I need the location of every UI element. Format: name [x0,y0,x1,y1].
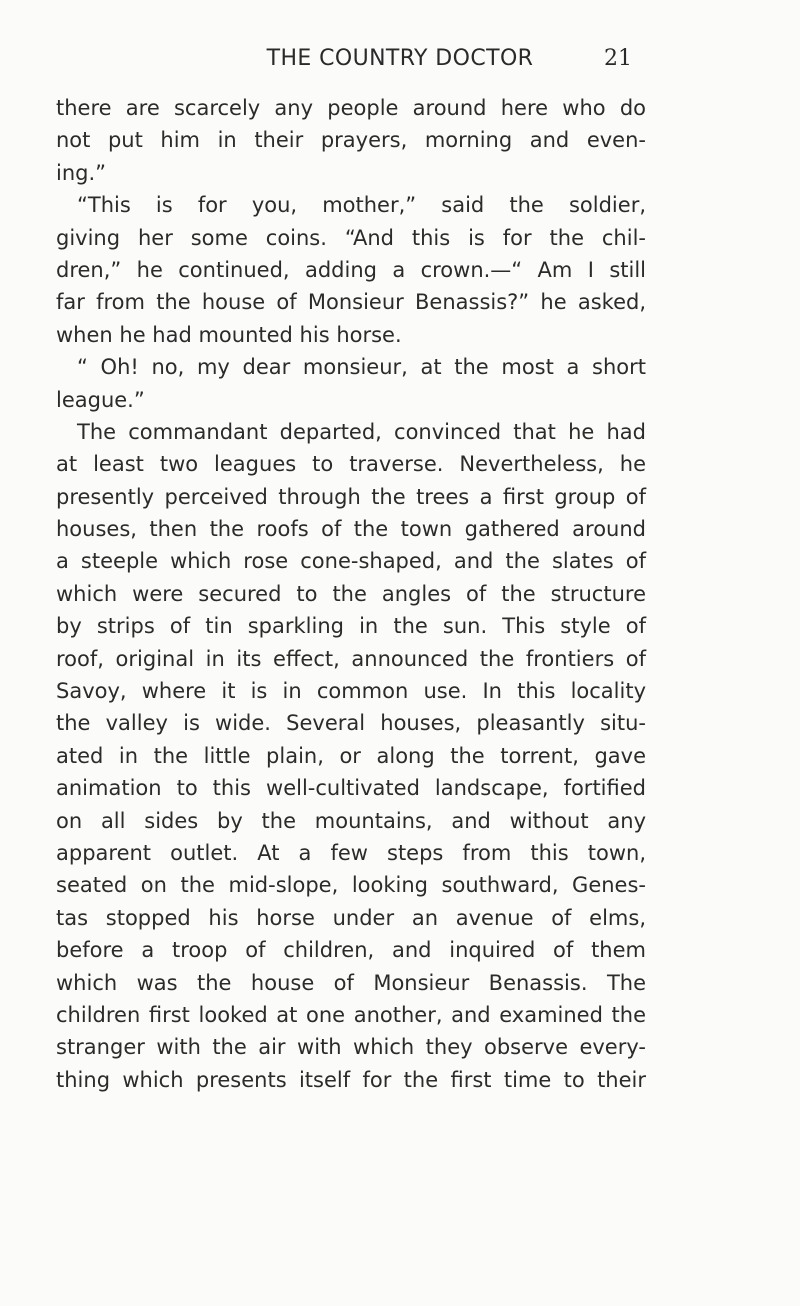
text-line: presently perceived through the trees a first group of [56,484,646,509]
text-line: which were secured to the angles of the structure [56,581,646,606]
text-line: children first looked at one another, and examined the [56,1002,646,1027]
text-line: The commandant departed, convinced that he had [77,419,646,444]
body-text [56,92,646,1096]
text-line: a steeple which rose cone-shaped, and the slates of [56,549,646,574]
text-line: animation to this well-cultivated landscape, fortified [56,776,646,801]
text-line: ing.” [56,160,107,185]
text-line: the valley is wide. Several houses, pleasantly situ- [56,711,646,736]
text-line: tas stopped his horse under an avenue of elms, [56,905,646,930]
text-line: stranger with the air with which they observe every- [56,1035,646,1060]
text-line: apparent outlet. At a few steps from this town, [56,840,646,865]
text-line: seated on the mid-slope, looking southward, Genes- [56,873,646,898]
text-line: roof, original in its effect, announced the frontiers of [56,646,646,671]
page-header [0,46,800,76]
text-line: by strips of tin sparkling in the sun. This style of [56,614,646,639]
text-line: on all sides by the mountains, and without any [56,808,646,833]
text-line: far from the house of Monsieur Benassis?” he asked, [56,290,646,315]
text-line: league.” [56,387,145,412]
text-line: thing which presents itself for the first time to their [56,1067,646,1092]
text-line: houses, then the roofs of the town gathered around [56,517,646,542]
running-head: THE COUNTRY DOCTOR [266,46,534,71]
text-line: giving her some coins. “And this is for the chil- [56,225,646,250]
text-line: “This is for you, mother,” said the soldier, [77,193,646,218]
text-line: dren,” he continued, adding a crown.—“ Am I still [56,257,646,282]
text-line: not put him in their prayers, morning and even- [56,128,646,153]
text-line: “ Oh! no, my dear monsieur, at the most a short [77,355,646,380]
page-number: 21 [604,46,632,71]
text-line: when he had mounted his horse. [56,322,402,347]
text-line: there are scarcely any people around here who do [56,96,646,120]
text-line: before a troop of children, and inquired of them [56,938,646,963]
text-line: at least two leagues to traverse. Nevertheless, he [56,452,646,477]
text-line: which was the house of Monsieur Benassis. The [56,970,646,995]
text-line: ated in the little plain, or along the torrent, gave [56,743,646,768]
text-line: Savoy, where it is in common use. In this locality [56,679,646,704]
